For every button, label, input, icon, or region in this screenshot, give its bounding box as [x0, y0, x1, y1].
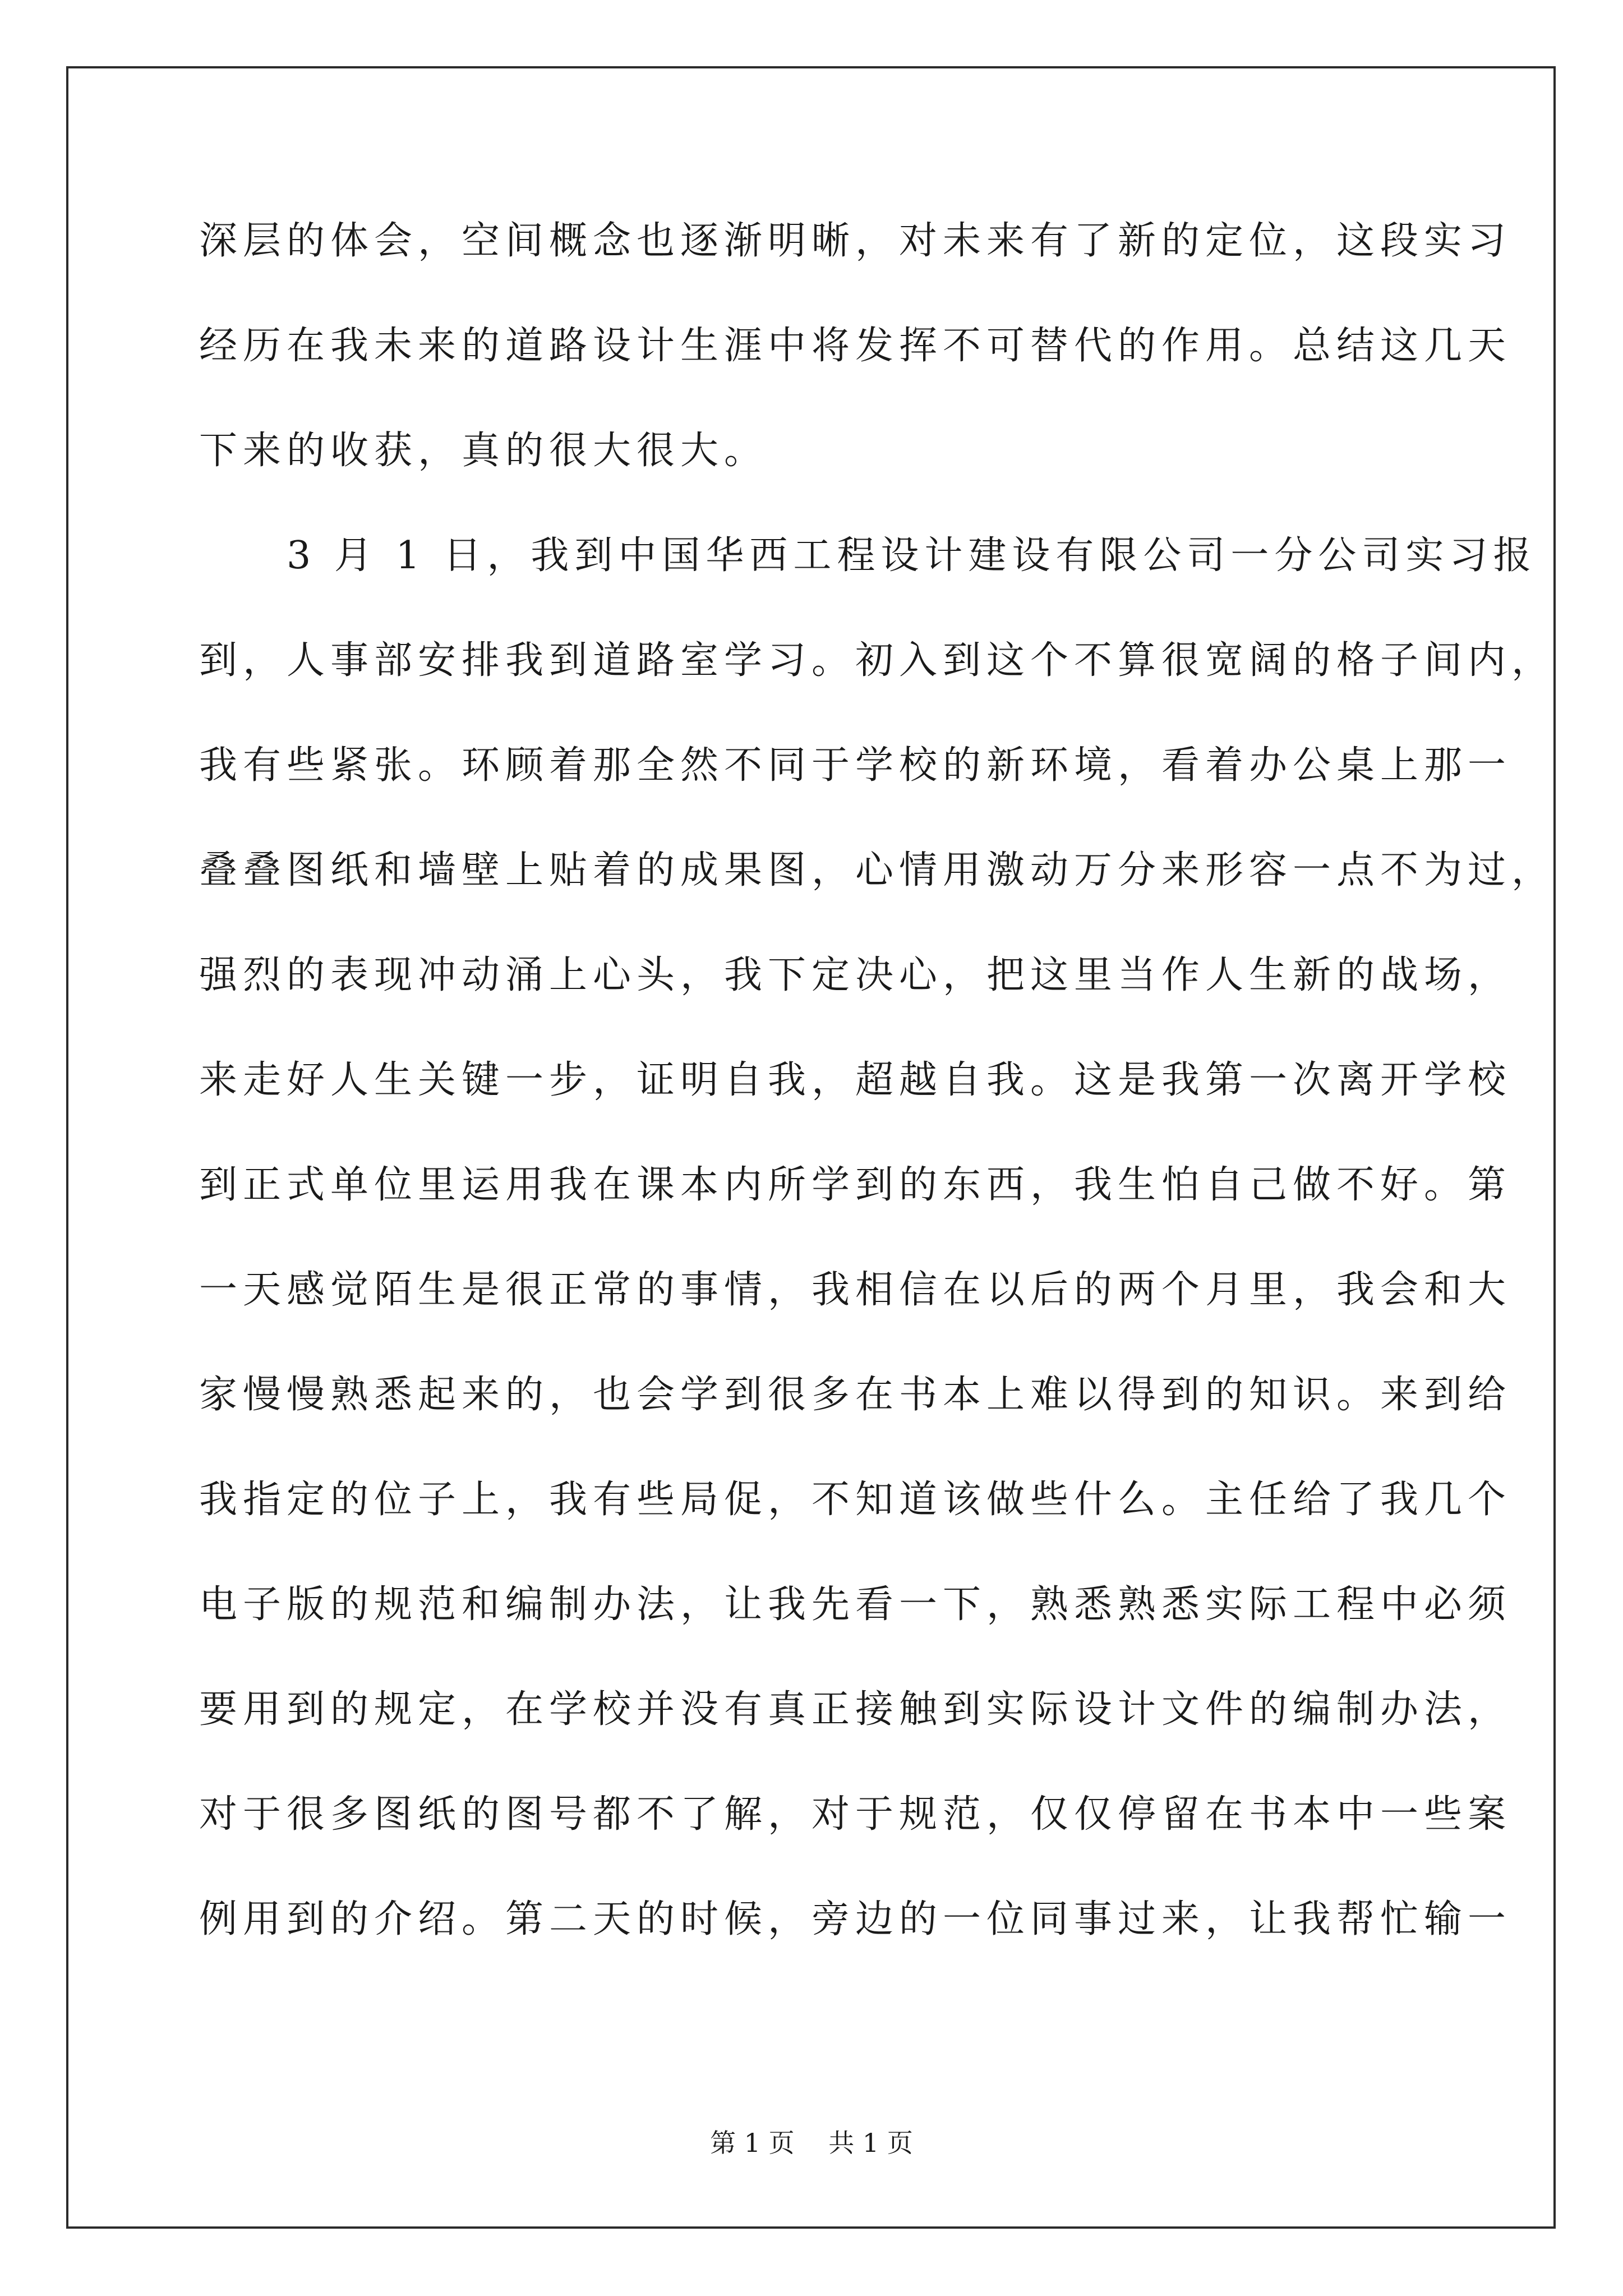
text-line: 3 月 1 日，我到中国华西工程设计建设有限公司一分公司实习报	[199, 533, 1537, 578]
page-number-footer: 第 1 页 共 1 页	[710, 2128, 913, 2158]
text-line: 强烈的表现冲动涌上心头，我下定决心，把这里当作人生新的战场，	[199, 953, 1512, 997]
text-line: 经历在我未来的道路设计生涯中将发挥不可替代的作用。总结这几天	[199, 324, 1512, 368]
text-line: 电子版的规范和编制办法，让我先看一下，熟悉熟悉实际工程中必须	[199, 1582, 1512, 1627]
text-line: 到，人事部安排我到道路室学习。初入到这个不算很宽阔的格子间内，	[199, 638, 1556, 683]
text-line: 我指定的位子上，我有些局促，不知道该做些什么。主任给了我几个	[199, 1478, 1512, 1522]
text-line: 例用到的介绍。第二天的时候，旁边的一位同事过来，让我帮忙输一	[199, 1897, 1512, 1941]
text-line: 深层的体会，空间概念也逐渐明晰，对未来有了新的定位，这段实习	[199, 219, 1512, 263]
text-line: 下来的收获，真的很大很大。	[199, 429, 768, 473]
text-line: 家慢慢熟悉起来的，也会学到很多在书本上难以得到的知识。来到给	[199, 1373, 1512, 1417]
text-line: 一天感觉陌生是很正常的事情，我相信在以后的两个月里，我会和大	[199, 1268, 1512, 1312]
text-line: 我有些紧张。环顾着那全然不同于学校的新环境，看着办公桌上那一	[199, 743, 1512, 788]
text-line: 要用到的规定，在学校并没有真正接触到实际设计文件的编制办法，	[199, 1687, 1512, 1732]
text-line: 对于很多图纸的图号都不了解，对于规范，仅仅停留在书本中一些案	[199, 1792, 1512, 1837]
text-line: 到正式单位里运用我在课本内所学到的东西，我生怕自己做不好。第	[199, 1163, 1512, 1207]
text-line: 叠叠图纸和墙壁上贴着的成果图，心情用激动万分来形容一点不为过，	[199, 848, 1556, 892]
text-line: 来走好人生关键一步，证明自我，超越自我。这是我第一次离开学校	[199, 1058, 1512, 1102]
